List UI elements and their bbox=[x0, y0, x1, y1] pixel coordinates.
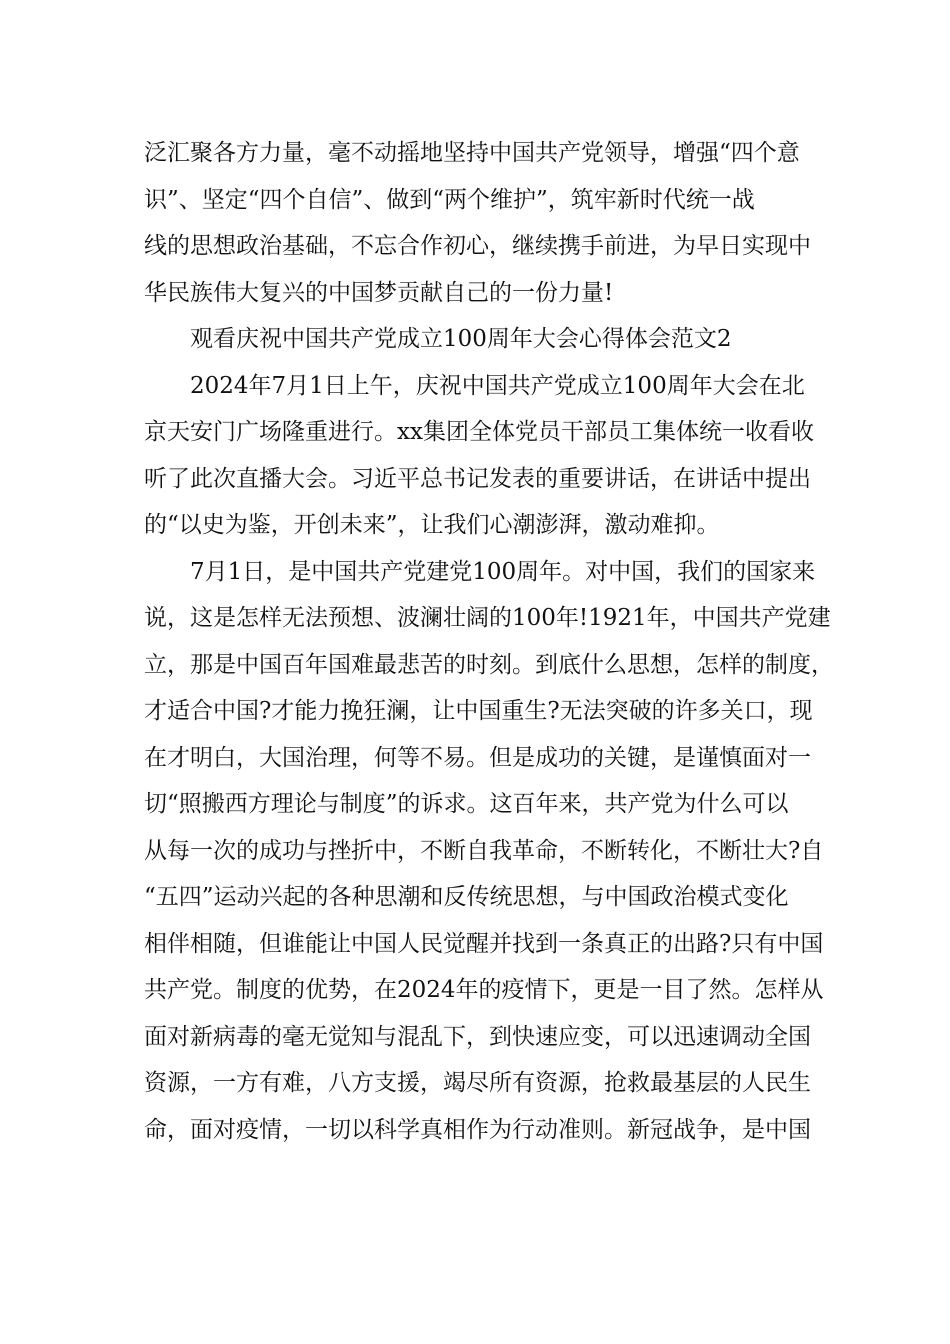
text-line: 京天安门广场隆重进行。xx集团全体党员干部员工集体统一收看收 bbox=[144, 419, 814, 445]
text-line: 命，面对疫情，一切以科学真相作为行动准则。新冠战争，是中国 bbox=[144, 1116, 811, 1143]
text-line: 的“以史为鉴，开创未来”，让我们心潮澎湃，激动难抑。 bbox=[144, 512, 720, 538]
text-line: 资源，一方有难，八方支援，竭尽所有资源，抢救最基层的人民生 bbox=[144, 1070, 811, 1096]
text-line: 泛汇聚各方力量，毫不动摇地坚持中国共产党领导，增强“四个意 bbox=[144, 140, 800, 166]
text-line: 从每一次的成功与挫折中，不断自我革命，不断转化，不断壮大?自 bbox=[144, 837, 824, 864]
text-line: 共产党。制度的优势，在2024年的疫情下，更是一目了然。怎样从 bbox=[144, 977, 824, 1003]
text-line: 识”、坚定“四个自信”、做到“两个维护”，筑牢新时代统一战 bbox=[144, 186, 755, 213]
text-line: 华民族伟大复兴的中国梦贡献自己的一份力量! bbox=[144, 279, 614, 306]
text-line: 2024年7月1日上午，庆祝中国共产党成立100周年大会在北 bbox=[190, 372, 805, 399]
text-line: 切“照搬西方理论与制度”的诉求。这百年来，共产党为什么可以 bbox=[144, 791, 789, 817]
text-line: “五四”运动兴起的各种思潮和反传统思想，与中国政治模式变化 bbox=[144, 884, 789, 910]
text-line: 相伴相随，但谁能让中国人民觉醒并找到一条真正的出路?只有中国 bbox=[144, 930, 824, 957]
text-line: 线的思想政治基础，不忘合作初心，继续携手前进，为早日实现中 bbox=[144, 233, 811, 259]
text-line: 立，那是中国百年国难最悲苦的时刻。到底什么思想，怎样的制度， bbox=[144, 651, 834, 678]
section-heading: 观看庆祝中国共产党成立100周年大会心得体会范文2 bbox=[190, 326, 732, 352]
text-line: 才适合中国?才能力挽狂澜，让中国重生?无法突破的许多关口，现 bbox=[144, 698, 813, 724]
text-line: 面对新病毒的毫无觉知与混乱下，到快速应变，可以迅速调动全国 bbox=[144, 1023, 811, 1050]
text-line: 听了此次直播大会。习近平总书记发表的重要讲话，在讲话中提出 bbox=[144, 465, 811, 492]
text-line: 7月1日，是中国共产党建党100周年。对中国，我们的国家来 bbox=[190, 558, 816, 585]
text-line: 在才明白，大国治理，何等不易。但是成功的关键，是谨慎面对一 bbox=[144, 744, 811, 771]
text-line: 说，这是怎样无法预想、波澜壮阔的100年!1921年，中国共产党建 bbox=[144, 605, 831, 631]
document-body bbox=[144, 130, 834, 1153]
